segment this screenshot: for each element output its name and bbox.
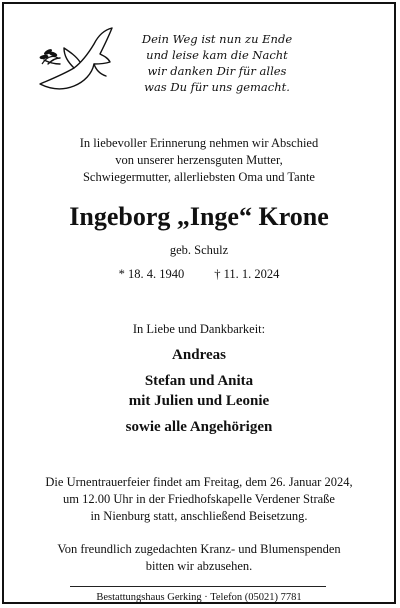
mourners-list: [4, 345, 394, 437]
obituary-notice: [2, 2, 396, 604]
poem-line: wir danken Dir für alles: [147, 64, 287, 78]
flowers-line: Von freundlich zugedachten Kranz- und Blumenspenden: [57, 542, 341, 556]
birth-date: * 18. 4. 1940: [118, 267, 185, 281]
footer-divider: [70, 586, 326, 587]
mourner-name: mit Julien und Leonie: [128, 393, 270, 409]
deceased-name: Ingeborg „Inge“ Krone: [69, 202, 329, 231]
intro-text: [4, 135, 394, 186]
mourners-intro: In Liebe und Dankbarkeit:: [132, 322, 266, 336]
poem: [122, 31, 312, 95]
intro-line: von unserer herzensguten Mutter,: [115, 153, 283, 167]
funeral-home-footer: Bestattungshaus Gerking · Telefon (05021) 7781: [96, 592, 302, 603]
ceremony-line: in Nienburg statt, anschließend Beisetzung.: [90, 509, 308, 523]
flowers-request: [4, 541, 394, 575]
ceremony-line: um 12.00 Uhr in der Friedhofskapelle Verdener Straße: [63, 492, 335, 506]
flowers-line: bitten wir abzusehen.: [145, 559, 253, 573]
mourner-name: Stefan und Anita: [144, 373, 254, 389]
intro-line: In liebevoller Erinnerung nehmen wir Abschied: [79, 136, 319, 150]
dove-with-olive-branch-icon: [34, 24, 120, 98]
ceremony-line: Die Urnentrauerfeier findet am Freitag, dem 26. Januar 2024,: [45, 475, 353, 489]
intro-line: Schwiegermutter, allerliebsten Oma und Tante: [82, 170, 315, 184]
poem-line: und leise kam die Nacht: [146, 48, 288, 62]
mourner-name: sowie alle Angehörigen: [125, 419, 273, 435]
life-dates: [4, 266, 394, 282]
poem-line: was Du für uns gemacht.: [144, 80, 290, 94]
mourner-name: Andreas: [172, 347, 226, 363]
poem-line: Dein Weg ist nun zu Ende: [141, 32, 293, 46]
death-date: † 11. 1. 2024: [214, 267, 280, 281]
maiden-name: geb. Schulz: [169, 243, 229, 257]
ceremony-info: [4, 474, 394, 525]
